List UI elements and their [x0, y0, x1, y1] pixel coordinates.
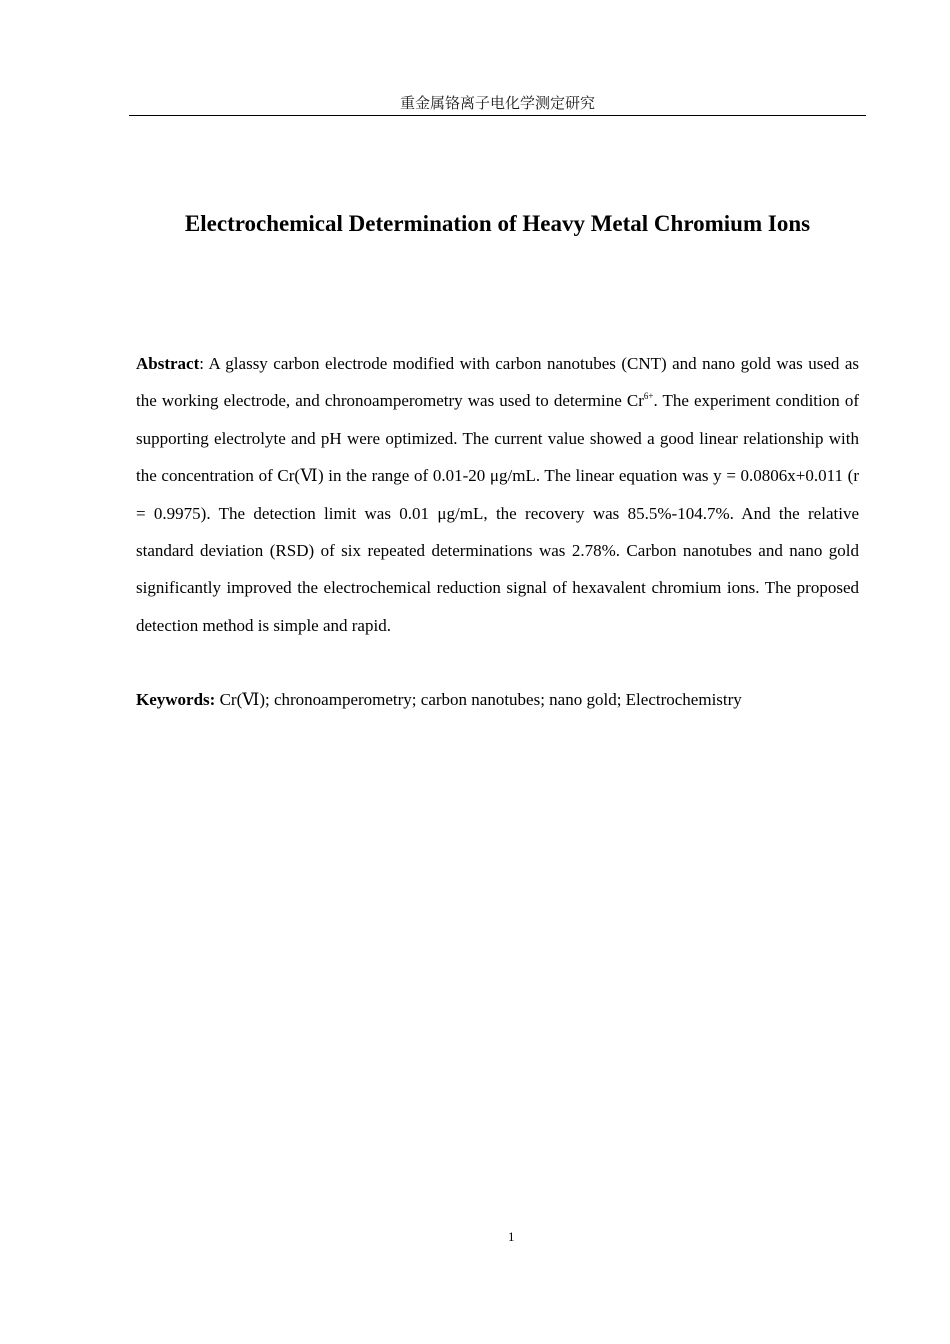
abstract-paragraph: [136, 345, 859, 644]
paper-title: Electrochemical Determination of Heavy Metal Chromium Ions: [184, 211, 811, 236]
abstract-text-part2: . The experiment condition of supporting electrolyte and pH were optimized. The current value showed a good linear relationship with the concentration of Cr(Ⅵ) in the range of 0.01-20 μg/mL. The linear equation was y = 0.0806x+0.011 (r = 0.9975). The detection limit was 0.01 μg/mL, the recovery was 85.5%-104.7%. And the relative standard deviation (RSD) of six repeated determinations was 2.78%. Carbon nanotubes and nano gold significantly improved the electrochemical reduction signal of hexavalent chromium ions. The proposed detection method is simple and rapid.: [136, 391, 859, 635]
page-footer: [0, 1228, 950, 1246]
abstract-text-part1: : A glassy carbon electrode modified with carbon nanotubes (CNT) and nano gold was used as the working electrode, and chronoamperometry was used to determine Cr: [136, 354, 859, 411]
abstract-superscript: 6+: [643, 391, 654, 402]
keywords-text: Cr(Ⅵ); chronoamperometry; carbon nanotubes; nano gold; Electrochemistry: [215, 690, 742, 709]
running-header: [129, 92, 866, 116]
keywords-paragraph: [136, 681, 859, 718]
keywords-label: Keywords:: [136, 690, 216, 709]
abstract-label: Abstract: [136, 354, 200, 373]
running-header-title: 重金属铬离子电化学测定研究: [399, 94, 595, 112]
page-number: 1: [508, 1229, 515, 1244]
